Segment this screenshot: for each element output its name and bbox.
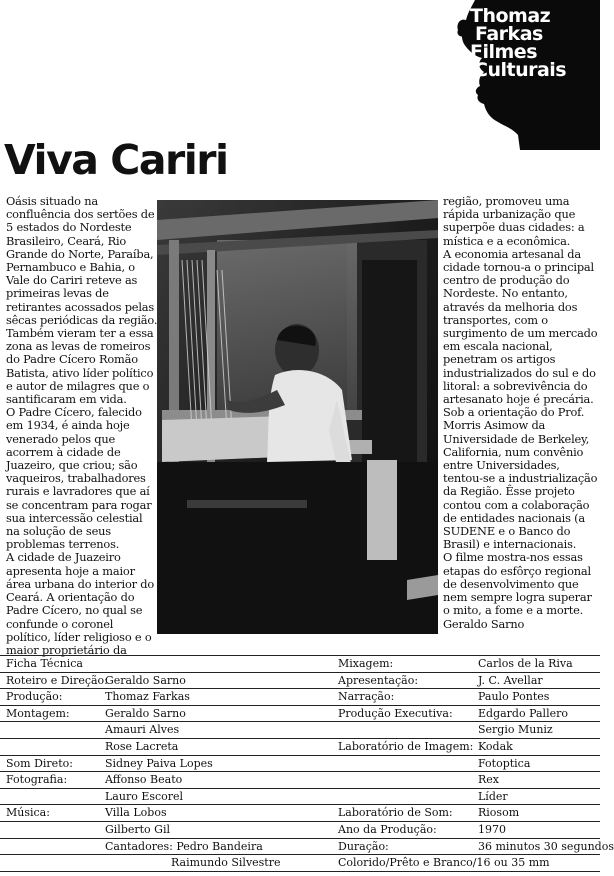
article-right-column bbox=[443, 195, 598, 631]
tech-label: Mixagem: bbox=[338, 657, 394, 670]
tech-value: Sidney Paiva Lopes bbox=[105, 756, 213, 770]
tech-value: Thomaz Farkas bbox=[105, 690, 190, 704]
paragraph: A economia artesanal da cidade tornou-a o principal centro de produção do Nordeste. No entanto, através da melhoria dos transportes, com o surgimento de um mercado em escala nacional, penetram os artigos industrializados do sul e do litoral: a sobrevivência do artesanato hoje é precária. Sob a orientação do Prof. Morris Asimow da Universidade de Berkeley, California, num convênio entre Universidades, tentou-se a industrialização da Região. Êsse projeto contou com a colaboração de entidades nacionais (a SUDENE e o Banco do Brasil) e internacionais. bbox=[443, 246, 598, 552]
tech-value: Geraldo Sarno bbox=[105, 706, 186, 720]
table-row bbox=[0, 789, 600, 806]
table-row bbox=[0, 739, 600, 756]
paragraph: Oásis situado na confluência dos sertões de 5 estados do Nordeste Brasileiro, Ceará, Rio Grande do Norte, Paraíba, Pernambuco e Bahia, o Vale do Cariri reteve as primeiras levas de retirantes acossados pelas sêcas periódicas da região. Também vieram ter a essa zona as levas de romeiros do Padre Cícero Romão Batista, ativo líder político e autor de milagres que o santificaram em vida. bbox=[6, 194, 158, 407]
tech-value: Gilberto Gil bbox=[105, 822, 170, 836]
paragraph: O filme mostra-nos essas etapas do esfôrço regional de desenvolvimento que nem sempre logra superar o mito, a fome e a morte. bbox=[443, 550, 592, 618]
tech-value: Líder bbox=[478, 789, 508, 803]
tech-label: Produção Executiva: bbox=[338, 706, 453, 720]
table-row bbox=[0, 689, 600, 706]
tech-label: Laboratório de Imagem: bbox=[338, 739, 474, 753]
tech-value: 36 minutos 30 segundos bbox=[478, 839, 614, 853]
tech-label: Roteiro e Direção: bbox=[6, 673, 108, 687]
brand-line: Thomaz bbox=[470, 5, 551, 27]
tech-label: Produção: bbox=[6, 690, 63, 704]
tech-value: Raimundo Silvestre bbox=[171, 856, 281, 870]
tech-value: Fotoptica bbox=[478, 756, 531, 770]
author-signature: Geraldo Sarno bbox=[443, 616, 525, 631]
tech-value: J. C. Avellar bbox=[478, 673, 543, 687]
table-row bbox=[0, 706, 600, 723]
tech-value: Kodak bbox=[478, 739, 513, 753]
technical-sheet bbox=[0, 655, 614, 872]
tech-label: Fotografia: bbox=[6, 773, 68, 787]
table-row bbox=[0, 805, 600, 822]
table-row bbox=[0, 655, 600, 673]
table-row bbox=[0, 673, 600, 690]
tech-value: Amauri Alves bbox=[105, 723, 180, 737]
tech-value: Affonso Beato bbox=[105, 773, 183, 787]
table-row bbox=[0, 722, 600, 739]
tech-label: Apresentação: bbox=[338, 673, 419, 687]
paragraph: O Padre Cícero, falecido em 1934, é ainda hoje venerado pelos que acorrem à cidade de Juazeiro, que criou; são vaqueiros, trabalhadores rurais e lavradores que aí se concentram para rogar sua intercessão celestial na solução de seus problemas terrenos. bbox=[6, 405, 152, 552]
table-row bbox=[0, 772, 600, 789]
tech-value: Geraldo Sarno bbox=[105, 673, 186, 687]
tech-value: Edgardo Pallero bbox=[478, 706, 568, 720]
weaver-loom-photo bbox=[157, 200, 438, 634]
tech-label: Montagem: bbox=[6, 706, 70, 720]
brand-line: Farkas bbox=[475, 23, 543, 45]
tech-value: Rex bbox=[478, 773, 499, 787]
tech-value: Cantadores: Pedro Bandeira bbox=[105, 839, 263, 853]
tech-value: Colorido/Prêto e Branco/16 ou 35 mm bbox=[338, 856, 550, 870]
tech-label: Laboratório de Som: bbox=[338, 806, 453, 820]
tech-value: Sergio Muniz bbox=[478, 723, 553, 737]
tech-value: 1970 bbox=[478, 822, 506, 836]
brand-name bbox=[470, 7, 566, 79]
table-row bbox=[0, 839, 614, 856]
article-left-column bbox=[6, 195, 158, 657]
tech-value: Riosom bbox=[478, 806, 520, 820]
tech-value: Lauro Escorel bbox=[105, 789, 184, 803]
tech-label: Ano da Produção: bbox=[338, 822, 437, 836]
tech-value: Villa Lobos bbox=[105, 806, 167, 820]
table-row bbox=[0, 756, 600, 773]
tech-label: Duração: bbox=[338, 839, 389, 853]
tech-label: Ficha Técnica bbox=[6, 657, 83, 670]
tech-label: Som Direto: bbox=[6, 756, 73, 770]
page-title: Viva Cariri bbox=[4, 136, 228, 184]
table-row bbox=[0, 855, 600, 872]
brand-line: Culturais bbox=[474, 59, 567, 81]
brand-line: Filmes bbox=[470, 41, 537, 63]
table-row bbox=[0, 822, 600, 839]
tech-label: Narração: bbox=[338, 690, 395, 704]
tech-value: Paulo Pontes bbox=[478, 690, 550, 704]
tech-label: Música: bbox=[6, 806, 50, 820]
tech-value: Carlos de la Riva bbox=[478, 657, 573, 670]
tech-value: Rose Lacreta bbox=[105, 739, 179, 753]
paragraph: A cidade de Juazeiro apresenta hoje a maior área urbana do interior do Ceará. A orientação do Padre Cícero, no qual se confunde o coronel político, líder religioso e o maior proprietário da bbox=[6, 550, 155, 657]
paragraph: região, promoveu uma rápida urbanização que superpõe duas cidades: a mística e a econômica. bbox=[443, 194, 585, 248]
